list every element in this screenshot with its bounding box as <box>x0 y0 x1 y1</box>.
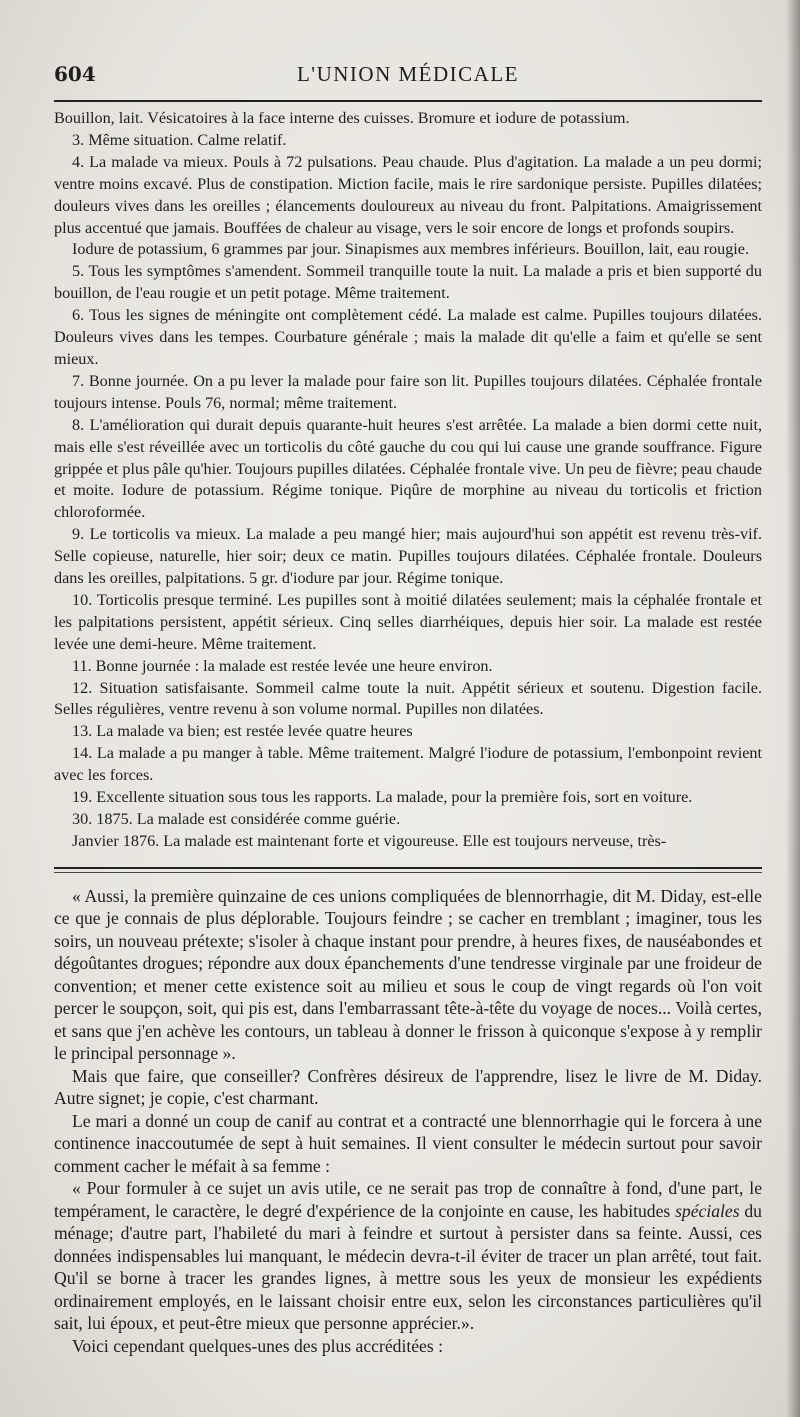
page-header <box>54 62 762 92</box>
case-note: 3. Même situation. Calme relatif. <box>72 130 287 149</box>
case-note: 30. 1875. La malade est considérée comme guérie. <box>72 810 401 828</box>
review-quote <box>54 1177 762 1335</box>
case-note: 7. Bonne journée. On a pu lever la malade pour faire son lit. Pupilles toujours dilatées. Céphalée frontale toujours intense. Pouls 76, normal; même traitement. <box>54 371 762 412</box>
case-note: 13. La malade va bien; est restée levée quatre heures <box>72 722 413 741</box>
review-quote-text: du ménage; d'autre part, l'habileté du mari à feindre et surtout à persister dans sa feinte. Aussi, ces données indispensables lui manquant, le médecin devra-t-il éviter de tracer un plan arrêté, tout fait. Qu'il se borne à tracer les grandes lignes, à mettre sous les yeux de monsieur les expédients ordinairement employés, en le laissant choisir entre eux, selon les circonstances particulières qu'il sait, lui époux, et peut-être mieux que personne apprécier.». <box>54 1200 762 1334</box>
review-paragraph: Le mari a donné un coup de canif au contrat et a contracté une blennorrhagie qui le forcera à une continence inaccoutumée de sept à huit semaines. Il vient consulter le médecin surtout pour savoir comment cacher le méfait à sa femme : <box>54 1110 762 1176</box>
journal-title: L'UNION MÉDICALE <box>296 62 519 86</box>
case-note: 11. Bonne journée : la malade est restée levée une heure environ. <box>72 656 493 675</box>
case-note: 10. Torticolis presque terminé. Les pupilles sont à moitié dilatées seulement; mais la céphalée frontale et les palpitations persistent, appétit sérieux. Cinq selles diarrhéiques, depuis hier soir. La malade est restée levée une demi-heure. Même traitement. <box>54 590 762 653</box>
case-note: 9. Le torticolis va mieux. La malade a peu mangé hier; mais aujourd'hui son appétit est revenu très-vif. Selle copieuse, naturelle, hier soir; deux ce matin. Pupilles toujours dilatées. Céphalée frontale. Douleurs dans les oreilles, palpitations. 5 gr. d'iodure par jour. Régime tonique. <box>54 525 762 588</box>
case-note: 12. Situation satisfaisante. Sommeil calme toute la nuit. Appétit sérieux et soutenu. Digestion facile. Selles régulières, ventre revenu à son volume normal. Pupilles non dilatées. <box>54 678 762 719</box>
page-edge-shadow <box>786 0 800 1417</box>
book-review <box>54 885 762 1358</box>
review-paragraph: Voici cependant quelques-unes des plus accréditées : <box>72 1335 443 1356</box>
header-rule <box>54 100 762 102</box>
review-quote-emphasis: spéciales <box>675 1200 740 1221</box>
review-paragraph: Mais que faire, que conseiller? Confrères désireux de l'apprendre, lisez le livre de M. Diday. Autre signet; je copie, c'est charmant. <box>54 1065 762 1109</box>
case-note: 6. Tous les signes de méningite ont complètement cédé. La malade est calme. Pupilles toujours dilatées. Douleurs vives dans les tempes. Courbature générale ; mais la malade dit qu'elle a faim et qu'elle se sent mieux. <box>54 306 762 368</box>
case-note: 19. Excellente situation sous tous les rapports. La malade, pour la première fois, sort en voiture. <box>72 788 693 807</box>
case-note: 14. La malade a pu manger à table. Même traitement. Malgré l'iodure de potassium, l'embonpoint revient avec les forces. <box>54 744 762 785</box>
case-note: 8. L'amélioration qui durait depuis quarante-huit heures s'est arrêtée. La malade a bien dormi cette nuit, mais elle s'est réveillée avec un torticolis du côté gauche du cou qui lui cause une grande souffrance. Figure grippée et plus pâle qu'hier. Toujours pupilles dilatées. Céphalée frontale vive. Un peu de fièvre; peau chaude et moite. Iodure de potassium. Régime tonique. Piqûre de morphine au niveau du torticolis et friction chloroformée. <box>54 415 762 522</box>
section-divider <box>54 867 762 873</box>
case-note: 5. Tous les symptômes s'amendent. Sommeil tranquille toute la nuit. La malade a pris et bien supporté du bouillon, de l'eau rougie et un petit potage. Même traitement. <box>54 262 762 303</box>
case-note: Janvier 1876. La malade est maintenant forte et vigoureuse. Elle est toujours nerveuse, très- <box>72 831 667 850</box>
case-note: Bouillon, lait. Vésicatoires à la face interne des cuisses. Bromure et iodure de potassium. <box>54 109 630 127</box>
case-note: 4. La malade va mieux. Pouls à 72 pulsations. Peau chaude. Plus d'agitation. La malade a un peu dormi; ventre moins excavé. Plus de constipation. Miction facile, mais le rire sardonique persiste. Pupilles dilatées; douleurs vives dans les oreilles ; élancements douloureux au niveau du front. Palpitations. Amaigrissement plus accentué que jamais. Bouffées de chaleur au visage, vers le soir encore de longs et profonds soupirs. <box>54 152 762 237</box>
review-quote: « Aussi, la première quinzaine de ces unions compliquées de blennorrhagie, dit M. Diday, est-elle ce que je connais de plus déplorable. Toujours feindre ; se cacher en tremblant ; imaginer, tous les soirs, un nouveau prétexte; s'isoler à chaque instant pour prendre, à heures fixes, de nauséabondes et dégoûtantes drogues; répondre aux doux épanchements d'une tendresse virginale par une froideur de convention; et mener cette existence soit au milieu et sous le coup de vingt regards où l'on voit percer le soupçon, soit, qui pis est, dans l'embarrassant tête-à-tête du voyage de noces... Voilà certes, et sans que j'en achève les contours, un tableau à donner le frisson à quiconque s'expose à y remplir le principal personnage ». <box>54 885 762 1064</box>
case-note: Iodure de potassium, 6 grammes par jour. Sinapismes aux membres inférieurs. Bouillon, lait, eau rougie. <box>72 240 750 259</box>
page-number: 604 <box>54 62 96 86</box>
case-notes <box>54 108 762 853</box>
review-quote-text: « Pour formuler à ce sujet un avis utile, ce ne serait pas trop de connaître à fond, d'une part, le tempérament, le caractère, le degré d'expérience de la conjointe en cause, les habitudes <box>54 1178 762 1221</box>
